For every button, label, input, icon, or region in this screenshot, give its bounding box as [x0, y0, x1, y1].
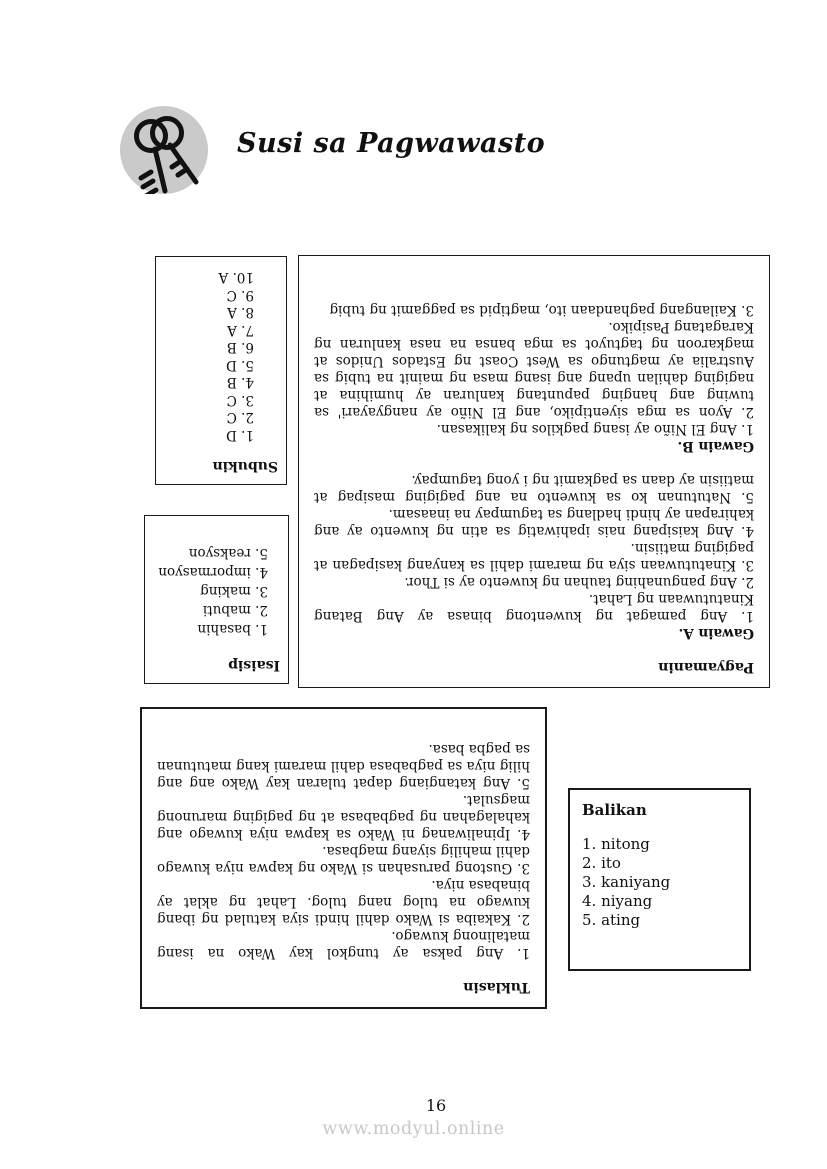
isaisip-answers: [153, 543, 280, 638]
gawain-a-answers: [314, 471, 754, 624]
answer-item: 5. Natutunan ko sa kuwento na ang pagiging masipag at matiisin ay daan sa pagkamit ng i yong tagumpay.: [314, 472, 754, 505]
answer-item: 8. A: [227, 304, 254, 321]
gawain-b-answers: [314, 301, 754, 437]
answer-item: 6. B: [226, 339, 254, 356]
tuklasin-title: Tuklasin: [463, 979, 530, 995]
watermark: www.modyul.online: [322, 1119, 505, 1139]
answer-item: 3. kaniyang: [582, 873, 671, 891]
gawain-a-title: Gawain A.: [678, 625, 754, 641]
answer-item: 3. making: [200, 583, 268, 599]
answer-item: 5. Ang katangiang dapat tularan kay Wako ang ang hilig niya sa pagbabasa dahil marami kang matutunan sa pagba basa.: [157, 741, 530, 791]
balikan-box: [568, 788, 751, 971]
pagyamanin-title: Pagyamanin: [658, 659, 754, 675]
answer-item: 4. Ang kaisipang nais ipahiwatig sa atin ng kuwento ay ang kahirapan ay hindi hadlang sa tagumpay na inaasam.: [314, 506, 754, 539]
page-title: Susi sa Pagwawasto: [237, 128, 546, 159]
answer-item: 9. C: [226, 287, 254, 303]
answer-item: 7. A: [227, 322, 254, 338]
balikan-title: Balikan: [582, 801, 647, 819]
answer-item: 2. C: [226, 409, 254, 426]
answer-item: 4. impormasyon: [158, 564, 268, 580]
answer-item: 1. basahin: [197, 621, 268, 637]
isaisip-title: Isaisip: [228, 657, 280, 673]
answer-item: 5. ating: [582, 911, 641, 929]
gawain-b-title: Gawain B.: [677, 438, 754, 454]
answer-item: 3. Kailangang paghandaan ito, magtipid sa paggamit ng tubig: [329, 302, 754, 318]
tuklasin-answers: [157, 740, 530, 961]
answer-item: 3. C: [226, 392, 254, 408]
balikan-answers: [582, 835, 737, 930]
answer-item: 4. B: [226, 374, 254, 391]
answer-item: 5. D: [226, 357, 254, 373]
answer-item: 1. D: [226, 427, 254, 443]
answer-item: 2. Ang pangunahing tauhan ng kuwento ay si Thor.: [404, 574, 754, 590]
isaisip-box: [144, 515, 289, 684]
answer-item: 1. Ang paksa ay tungkol kay Wako na isang matalinong kuwago.: [157, 928, 530, 961]
answer-item: 2. Ayon sa mga siyentipiko, ang El Niño ay nangyayari' sa tuwing ang hanging papuntang kanluran ay humihina at nagiging dahilan upang ang isang masa ng mainit na tubig sa Australia ay magtungo sa West Coast ng Estados Unidos at magkaroon ng tagtuyot sa mga bansa na nasa kanluran ng Karagatang Pasipiko.: [314, 319, 754, 420]
answer-item: 4. niyang: [582, 892, 653, 910]
answer-item: 1. Ang pamagat ng kuwentong binasa ay Ang Batang Kinatutuwaan ng Lahat.: [314, 591, 754, 624]
keys-icon: [120, 106, 208, 194]
subukin-title: Subukin: [212, 458, 278, 474]
answer-item: 1. nitong: [582, 835, 650, 853]
subukin-answers: [164, 268, 278, 443]
answer-item: 2. mabuti: [202, 602, 268, 618]
answer-item: 3. Gustong parusahan si Wako ng kapwa niya kuwago dahil mahilig siyang magbasa.: [157, 843, 530, 876]
pagyamanin-box: [298, 255, 770, 688]
answer-item: 1. Ang El Niño ay isang pagkilos ng kalikasan.: [436, 421, 754, 437]
page-number: 16: [425, 1096, 447, 1115]
answer-item: 3. Kinatutuwaan siya ng marami dahil sa kanyang kasipagan at pagiging matiisin.: [314, 540, 754, 573]
answer-item: 2. ito: [582, 854, 621, 872]
answer-item: 2. Kakaiba si Wako dahil hindi siya katulad ng ibang kuwago na tulog nang tulog. Lahat ng aklat ay binabasa niya.: [157, 877, 530, 927]
tuklasin-box: [140, 707, 547, 1009]
subukin-box: [155, 256, 287, 485]
answer-item: 5. reaksyon: [188, 545, 268, 561]
answer-item: 10. A: [218, 269, 254, 286]
answer-item: 4. Ipinaliwanag ni Wako sa kapwa niya kuwago ang kahalagahan ng pagbabasa at ng pagiging marunong magsulat.: [157, 792, 530, 842]
